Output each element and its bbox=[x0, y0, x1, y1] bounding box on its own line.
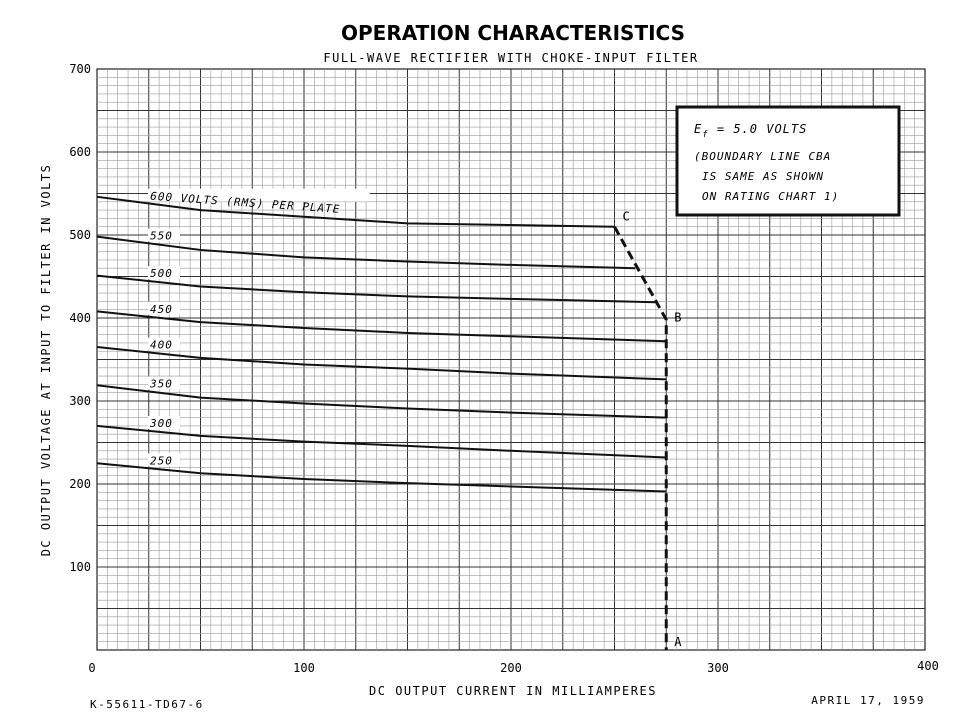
legend-line-2: (BOUNDARY LINE CBA bbox=[694, 150, 832, 163]
boundary-point-label: A bbox=[674, 635, 682, 649]
series-line bbox=[97, 347, 666, 379]
footer-code: K-55611-TD67-6 bbox=[90, 698, 204, 711]
legend-ef-main: E bbox=[694, 122, 703, 136]
x-tick-label: 100 bbox=[293, 661, 315, 675]
y-tick-label: 100 bbox=[69, 560, 91, 574]
legend-box bbox=[677, 107, 899, 215]
x-tick-label: 0 bbox=[88, 661, 96, 675]
x-tick-label: 200 bbox=[500, 661, 522, 675]
footer-date: APRIL 17, 1959 bbox=[811, 694, 925, 707]
x-axis-ticks bbox=[88, 659, 938, 675]
series-label: 350 bbox=[150, 377, 173, 391]
x-axis-label: DC OUTPUT CURRENT IN MILLIAMPERES bbox=[369, 684, 657, 698]
series-label: 600 VOLTS (RMS) PER PLATE bbox=[149, 189, 341, 216]
y-tick-label: 200 bbox=[69, 477, 91, 491]
legend-line-4: ON RATING CHART 1) bbox=[702, 190, 840, 203]
series-line bbox=[97, 426, 666, 458]
series-label: 450 bbox=[150, 302, 173, 316]
legend-line-3: IS SAME AS SHOWN bbox=[702, 170, 824, 183]
series-label: 400 bbox=[150, 338, 173, 352]
legend-ef-sub: f bbox=[702, 130, 709, 140]
y-tick-label: 400 bbox=[69, 311, 91, 325]
boundary-point-label: B bbox=[674, 310, 682, 325]
series-label: 500 bbox=[150, 267, 173, 281]
x-tick-label: 400 bbox=[917, 659, 939, 673]
series-label: 250 bbox=[150, 454, 173, 468]
boundary-point-label: C bbox=[622, 209, 630, 224]
chart-subtitle: FULL-WAVE RECTIFIER WITH CHOKE-INPUT FILTER bbox=[323, 51, 699, 65]
y-tick-label: 300 bbox=[69, 394, 91, 408]
x-tick-label: 300 bbox=[707, 661, 729, 675]
y-axis-ticks bbox=[69, 62, 91, 574]
series-group bbox=[97, 189, 666, 492]
series-label: 300 bbox=[150, 417, 173, 431]
chart-title: OPERATION CHARACTERISTICS bbox=[341, 21, 685, 45]
y-tick-label: 700 bbox=[69, 62, 91, 76]
y-tick-label: 600 bbox=[69, 145, 91, 159]
y-tick-label: 500 bbox=[69, 228, 91, 242]
y-axis-label: DC OUTPUT VOLTAGE AT INPUT TO FILTER IN VOLTS bbox=[39, 163, 53, 557]
boundary-line-cba bbox=[615, 227, 667, 650]
legend-ef-rest: = 5.0 VOLTS bbox=[708, 122, 808, 136]
series-label: 550 bbox=[150, 229, 173, 243]
